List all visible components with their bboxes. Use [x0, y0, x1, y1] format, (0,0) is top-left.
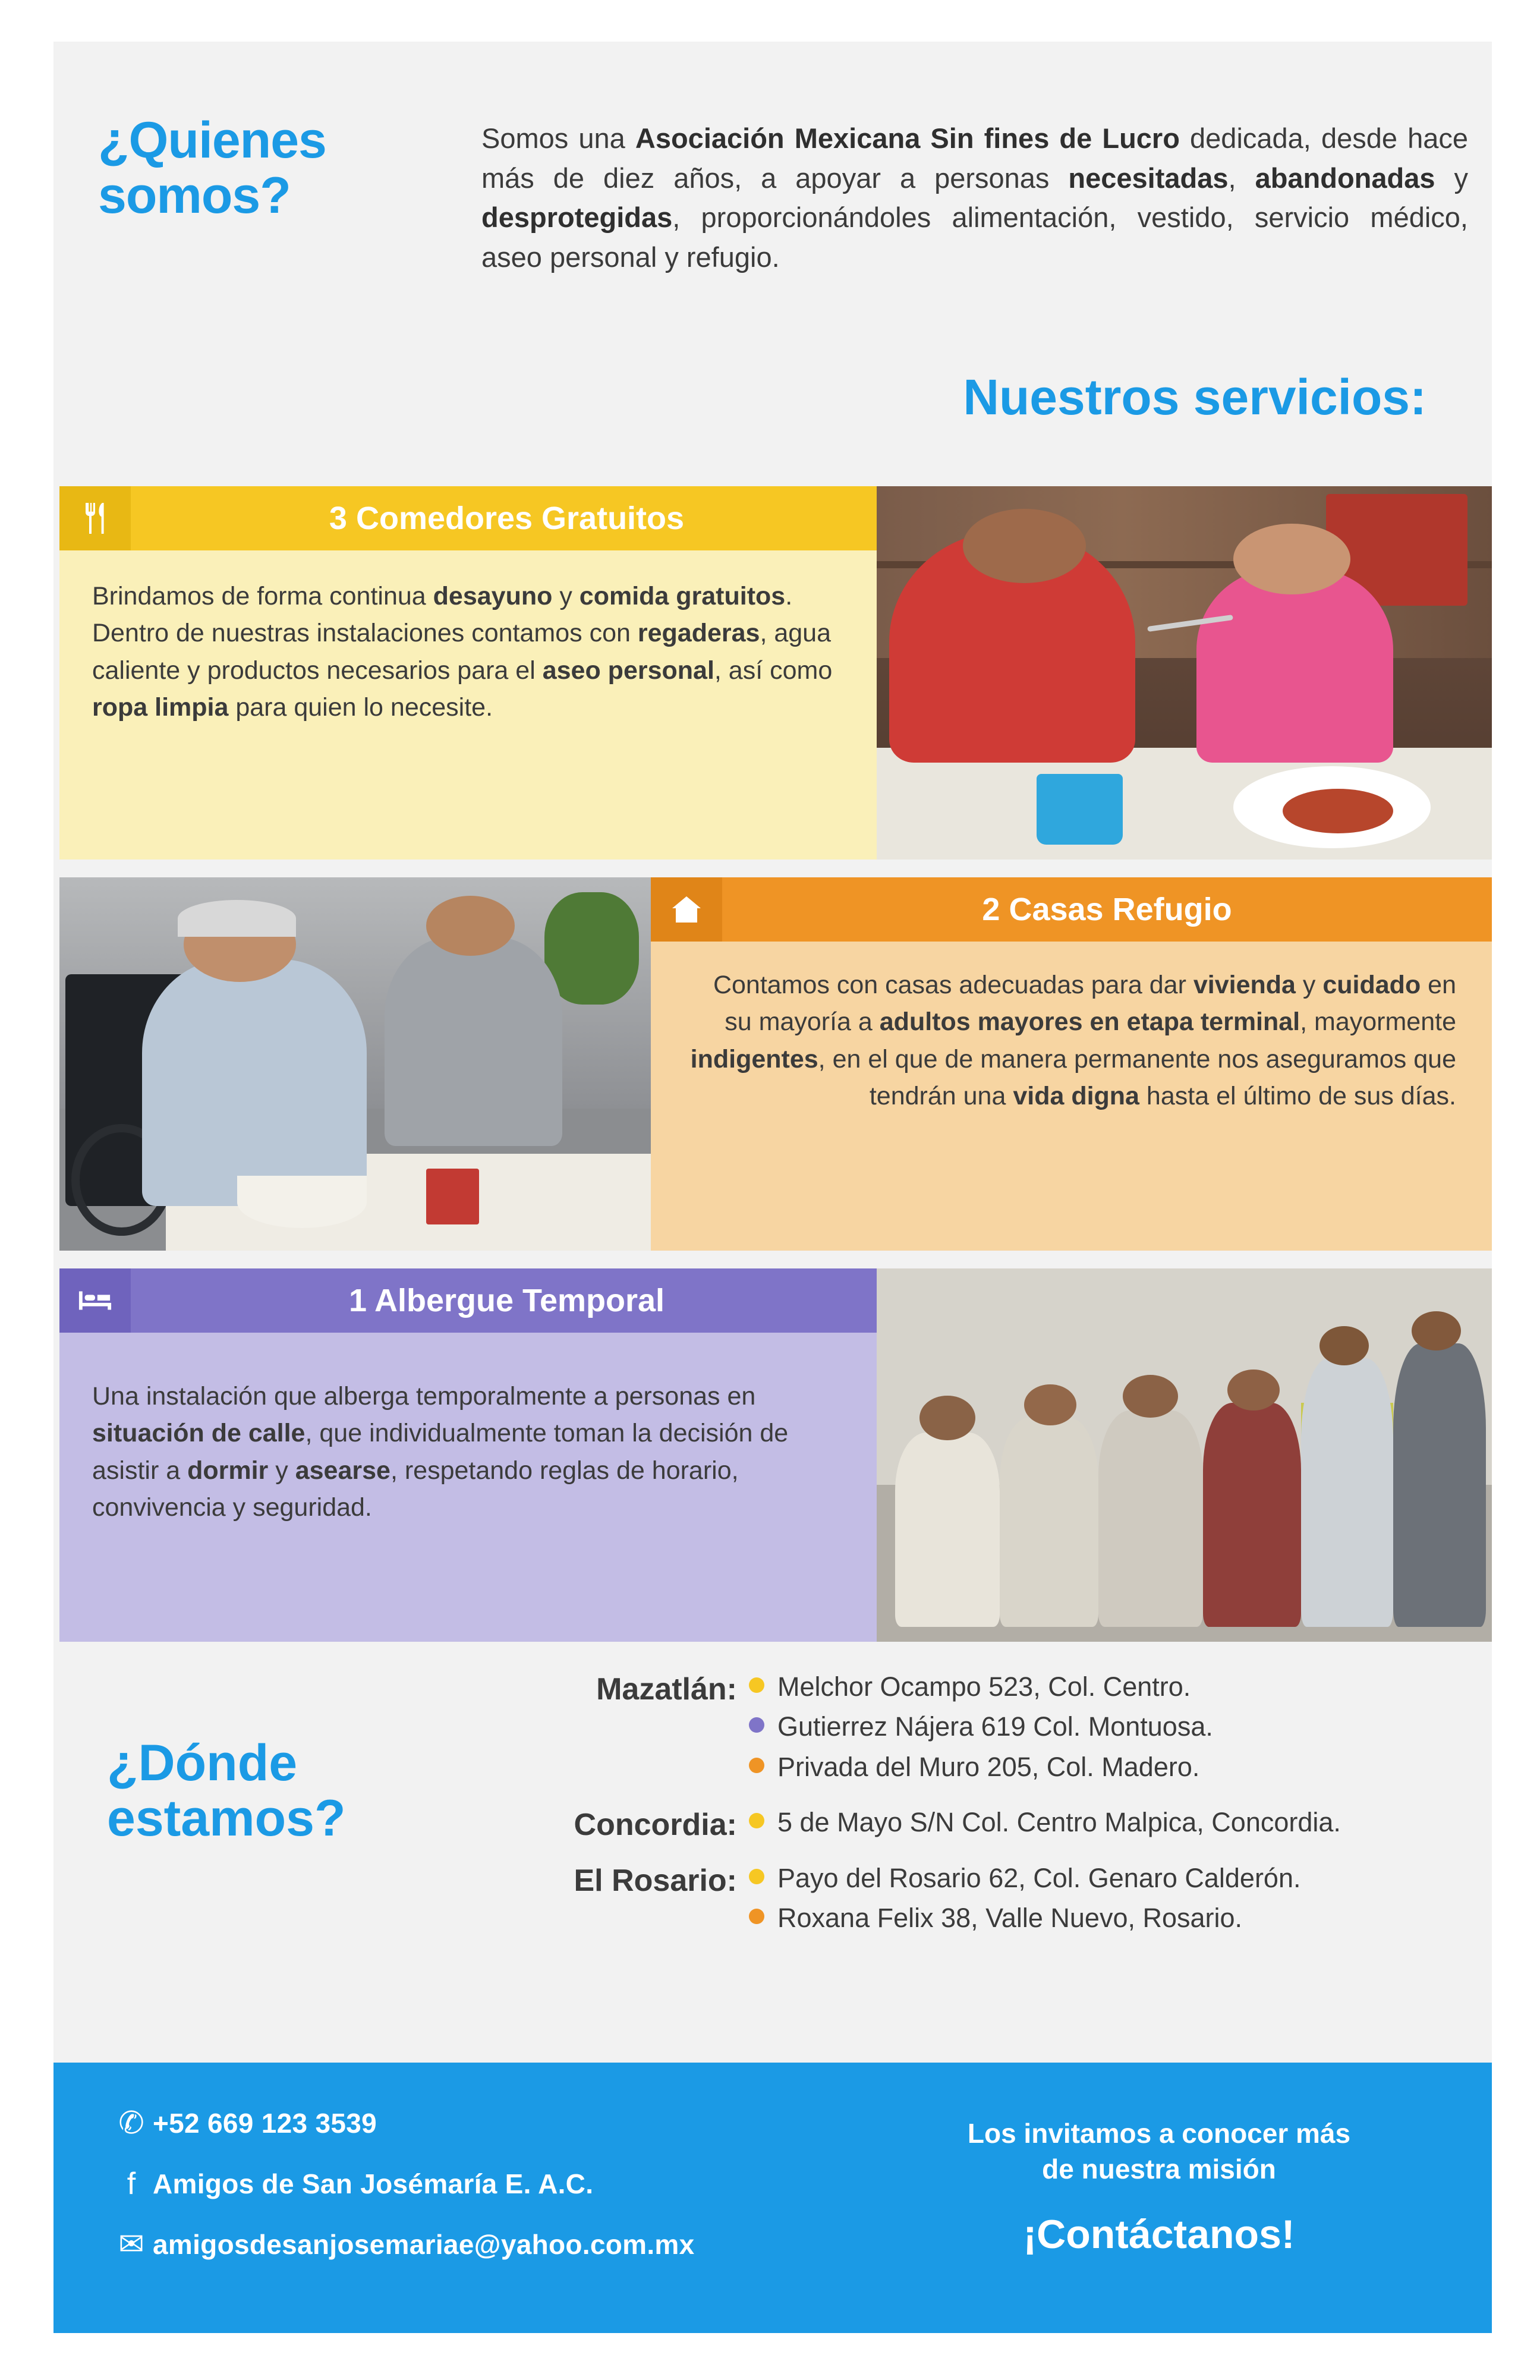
email-text: amigosdesanjosemariae@yahoo.com.mx: [153, 2229, 695, 2260]
address-text: Roxana Felix 38, Valle Nuevo, Rosario.: [777, 1902, 1243, 1933]
where-section: [53, 1647, 1492, 2063]
contact-list: [110, 2105, 695, 2287]
city-name: El Rosario:: [574, 1863, 737, 1898]
bullet-dot: [749, 1869, 764, 1884]
footer-contact-bar: [53, 2063, 1492, 2333]
about-title: [98, 113, 467, 223]
cta-line-2: de nuestra misión: [1042, 2153, 1276, 2184]
mail-icon: ✉: [118, 2227, 144, 2262]
city-row: [517, 1669, 1468, 1789]
facebook-icon: f: [127, 2167, 136, 2201]
address-group: [749, 1669, 1468, 1789]
phone-icon: ✆: [118, 2106, 144, 2140]
address-item: [749, 1860, 1468, 1896]
address-text: 5 de Mayo S/N Col. Centro Malpica, Concordia.: [777, 1807, 1341, 1838]
address-item: [749, 1900, 1468, 1935]
contact-facebook[interactable]: [110, 2166, 695, 2202]
service-1-photo: [877, 486, 1492, 860]
address-item: [749, 1709, 1468, 1744]
address-group: [749, 1805, 1468, 1844]
about-paragraph: Somos una Asociación Mexicana Sin fines de Lucro dedicada, desde hace más de diez años, a apoyar a personas necesitadas, abandonadas y desprotegidas, proporcionándoles alimentación, vestido, servicio médico, aseo personal y refugio.: [481, 122, 1469, 273]
address-group: [749, 1860, 1468, 1941]
contact-phone[interactable]: [110, 2105, 695, 2141]
home-icon: [651, 877, 722, 942]
address-text: Gutierrez Nájera 619 Col. Montuosa.: [777, 1711, 1213, 1742]
city-row: [517, 1805, 1468, 1844]
bullet-dot: [749, 1717, 764, 1733]
cutlery-icon: [59, 486, 131, 550]
where-title: [107, 1736, 559, 1846]
services-heading-part1: Nuestros: [963, 369, 1193, 425]
bullet-dot: [749, 1677, 764, 1693]
bullet-dot: [749, 1813, 764, 1828]
service-2-photo: [59, 877, 651, 1251]
about-title-line2: somos?: [98, 166, 291, 224]
contact-email[interactable]: [110, 2227, 695, 2262]
about-title-line1: ¿Quienes: [98, 112, 326, 169]
service-3-body: Una instalación que alberga temporalmente a personas en situación de calle, que individualmente toman la decisión de asistir a dormir y asearse, respetando reglas de horario, convivencia y seguridad.: [59, 1333, 877, 1642]
where-city-list: [517, 1669, 1468, 1956]
cta-headline: ¡Contáctanos!: [1023, 2211, 1295, 2257]
address-item: [749, 1669, 1468, 1704]
service-2-body: Contamos con casas adecuadas para dar vivienda y cuidado en su mayoría a adultos mayores en etapa terminal, mayormente indigentes, en el que de manera permanente nos aseguramos que tendrán una vida digna hasta el último de sus días.: [651, 942, 1492, 1251]
address-item: [749, 1749, 1468, 1784]
services-heading-part2: servicios:: [1193, 369, 1426, 425]
city-name: Concordia:: [574, 1808, 737, 1843]
where-title-line2: estamos?: [107, 1789, 346, 1847]
cta-line-1: Los invitamos a conocer más: [967, 2118, 1351, 2149]
service-2-title: 2 Casas Refugio: [982, 892, 1232, 927]
address-text: Privada del Muro 205, Col. Madero.: [777, 1751, 1200, 1782]
address-item: [749, 1805, 1468, 1840]
city-name: Mazatlán:: [596, 1672, 737, 1707]
services-heading: [53, 369, 1492, 426]
address-text: Payo del Rosario 62, Col. Genaro Calderón.: [777, 1862, 1301, 1893]
service-1-title: 3 Comedores Gratuitos: [329, 500, 685, 536]
bullet-dot: [749, 1909, 764, 1924]
city-row: [517, 1860, 1468, 1941]
where-title-line1: ¿Dónde: [107, 1734, 298, 1792]
cta-block: [874, 2116, 1444, 2258]
service-3-photo: [877, 1268, 1492, 1642]
address-text: Melchor Ocampo 523, Col. Centro.: [777, 1671, 1191, 1702]
service-1-body: Brindamos de forma continua desayuno y comida gratuitos. Dentro de nuestras instalaciones contamos con regaderas, agua caliente y productos necesarios para el aseo personal, así como ropa limpia para quien lo necesite.: [59, 550, 877, 860]
bed-icon: [59, 1268, 131, 1333]
phone-text: +52 669 123 3539: [153, 2108, 377, 2139]
service-3-title: 1 Albergue Temporal: [348, 1283, 665, 1318]
facebook-text: Amigos de San Josémaría E. A.C.: [153, 2168, 594, 2199]
bullet-dot: [749, 1758, 764, 1773]
